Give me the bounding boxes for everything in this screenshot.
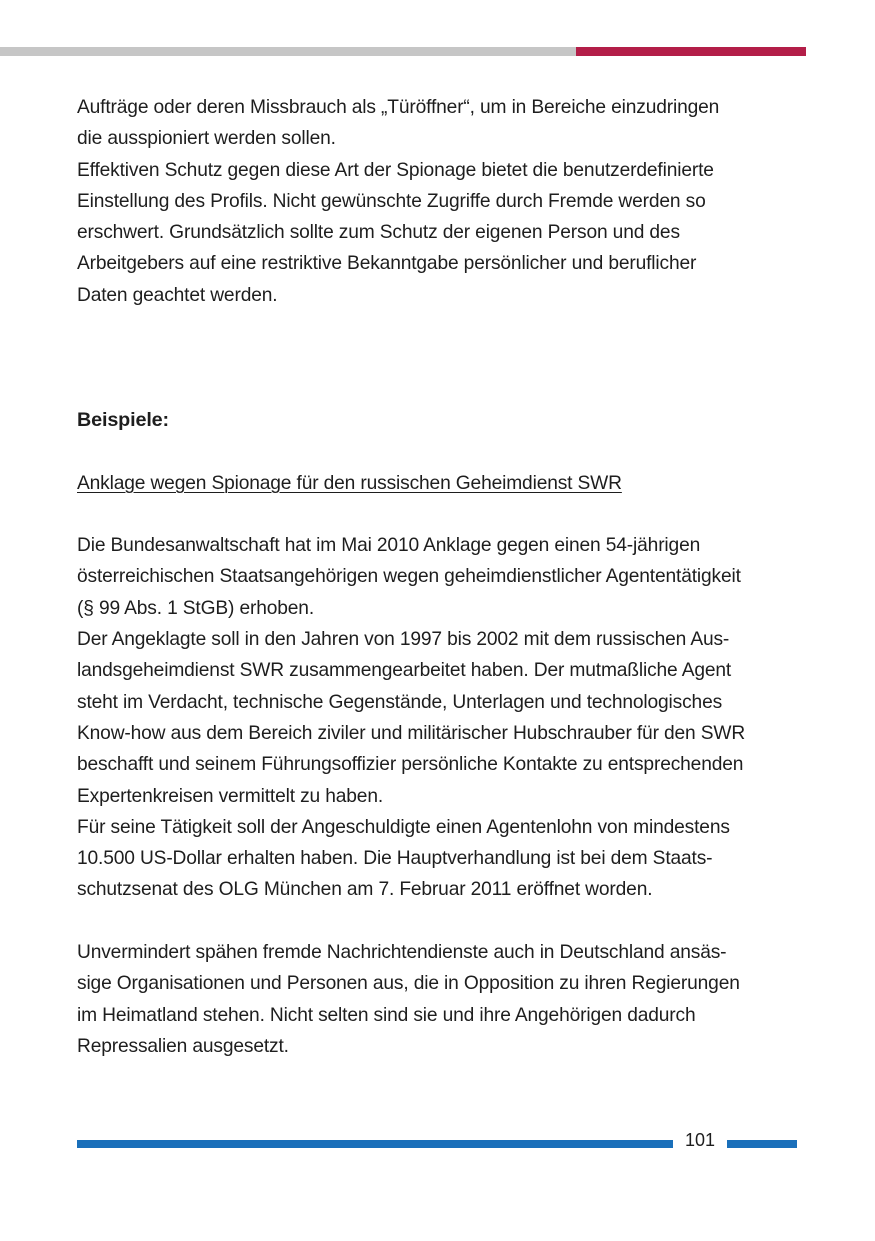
intro-paragraph: [77, 92, 807, 311]
text-line: (§ 99 Abs. 1 StGB) erhoben.: [77, 597, 315, 619]
text-line: Expertenkreisen vermittelt zu haben.: [77, 785, 384, 807]
header-bar-gray: [0, 47, 576, 56]
page-content: [77, 92, 807, 1062]
text-line: schutzsenat des OLG München am 7. Februar 2011 eröffnet worden.: [77, 879, 653, 901]
text-line: die ausspioniert werden sollen.: [77, 128, 336, 150]
text-line: Einstellung des Profils. Nicht gewünschte Zugriffe durch Fremde werden so: [77, 190, 706, 212]
text-line: Unvermindert spähen fremde Nachrichtendienste auch in Deutschland ansäs-: [77, 942, 727, 964]
spacer: [77, 436, 807, 467]
text-line: sige Organisationen und Personen aus, die in Opposition zu ihren Regierungen: [77, 973, 740, 995]
examples-heading: Beispiele:: [77, 408, 169, 431]
text-line: steht im Verdacht, technische Gegenstände, Unterlagen und technologisches: [77, 691, 723, 713]
text-line: Effektiven Schutz gegen diese Art der Spionage bietet die benutzerdefinierte: [77, 159, 714, 181]
text-line: Daten geachtet werden.: [77, 284, 278, 306]
footer-bar-right: [727, 1140, 797, 1148]
text-line: Der Angeklagte soll in den Jahren von 1997 bis 2002 mit dem russischen Aus-: [77, 629, 730, 651]
text-line: Aufträge oder deren Missbrauch als „Türöffner“, um in Bereiche einzudringen: [77, 97, 720, 118]
closing-paragraph: [77, 937, 807, 1062]
text-line: Arbeitgebers auf eine restriktive Bekanntgabe persönlicher und beruflicher: [77, 253, 697, 275]
example-title: Anklage wegen Spionage für den russischen Geheimdienst SWR: [77, 472, 622, 494]
footer-bar-left: [77, 1140, 673, 1148]
text-line: beschafft und seinem Führungsoffizier persönliche Kontakte zu entsprechenden: [77, 754, 744, 776]
text-line: erschwert. Grundsätzlich sollte zum Schutz der eigenen Person und des: [77, 222, 680, 244]
example-paragraph: [77, 530, 807, 906]
text-line: im Heimatland stehen. Nicht selten sind sie und ihre Angehörigen dadurch: [77, 1004, 696, 1026]
text-line: Know-how aus dem Bereich ziviler und militärischer Hubschrauber für den SWR: [77, 722, 746, 744]
spacer: [77, 311, 807, 374]
text-line: 10.500 US-Dollar erhalten haben. Die Hauptverhandlung ist bei dem Staats-: [77, 848, 713, 870]
page-number: 101: [684, 1130, 716, 1150]
spacer: [77, 906, 807, 937]
text-line: landsgeheimdienst SWR zusammengearbeitet haben. Der mutmaßliche Agent: [77, 660, 732, 682]
header-bar-accent: [576, 47, 806, 56]
text-line: Repressalien ausgesetzt.: [77, 1035, 289, 1057]
text-line: Für seine Tätigkeit soll der Angeschuldigte einen Agentenlohn von mindestens: [77, 816, 730, 838]
text-line: österreichischen Staatsangehörigen wegen geheimdienstlicher Agententätigkeit: [77, 566, 741, 588]
spacer: [77, 499, 807, 530]
spacer: [77, 374, 807, 405]
text-line: Die Bundesanwaltschaft hat im Mai 2010 Anklage gegen einen 54-jährigen: [77, 535, 701, 557]
